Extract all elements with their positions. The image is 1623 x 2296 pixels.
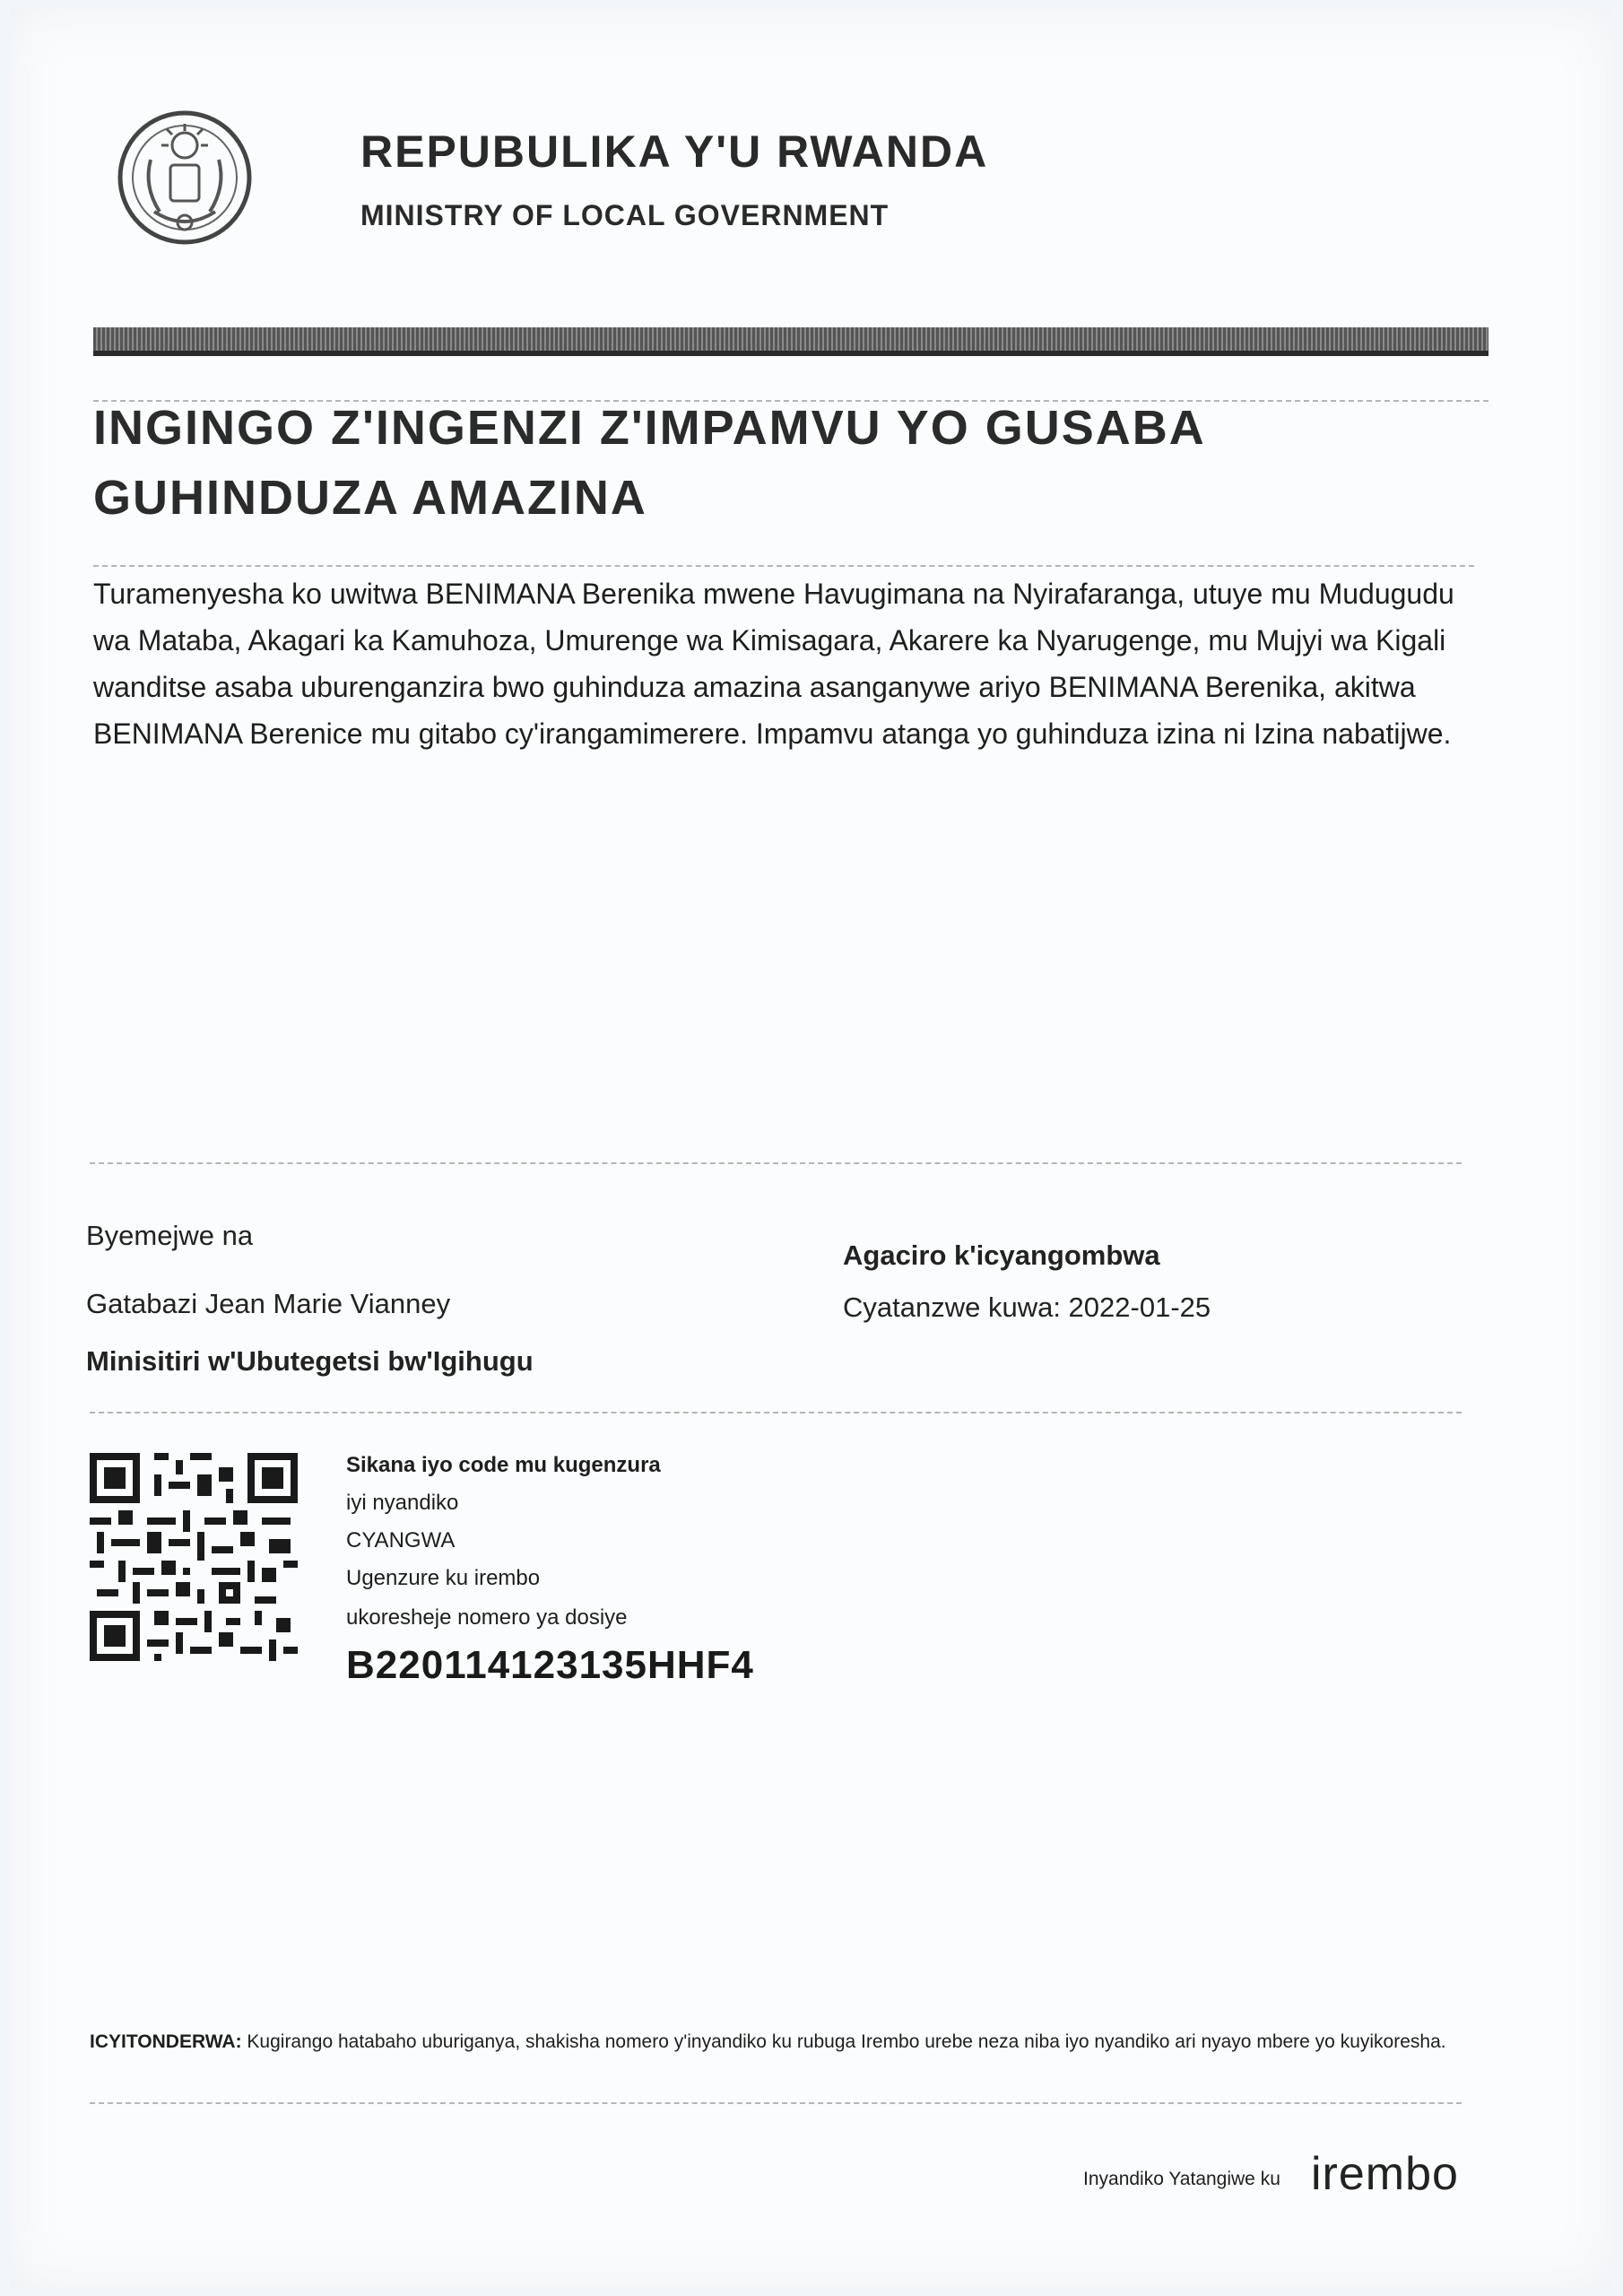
rwanda-coat-of-arms-icon bbox=[115, 106, 255, 255]
note-label: ICYITONDERWA: bbox=[90, 2031, 242, 2052]
divider bbox=[90, 2102, 1462, 2104]
verify-instruction: Ugenzure ku irembo bbox=[346, 1566, 541, 1590]
approved-by-label: Byemejwe na bbox=[86, 1220, 254, 1251]
qr-code-icon bbox=[90, 1448, 298, 1666]
document-title: INGINGO Z'INGENZI Z'IMPAMVU YO GUSABA GUHINDUZA AMAZINA bbox=[93, 401, 1204, 525]
divider bbox=[90, 1412, 1462, 1413]
scan-instruction: Sikana iyo code mu kugenzura bbox=[346, 1453, 661, 1477]
scan-instruction-2: iyi nyandiko bbox=[346, 1491, 459, 1515]
validity-label: Agaciro k'icyangombwa bbox=[843, 1239, 1160, 1271]
or-label: CYANGWA bbox=[346, 1528, 456, 1552]
header-divider bbox=[93, 327, 1488, 356]
verify-instruction-2: ukoresheje nomero ya dosiye bbox=[346, 1605, 628, 1630]
irembo-logo: irembo bbox=[1311, 2148, 1459, 2200]
issued-date: Cyatanzwe kuwa: 2022-01-25 bbox=[843, 1292, 1211, 1323]
issued-via-label: Inyandiko Yatangiwe ku bbox=[1083, 2169, 1280, 2189]
divider bbox=[93, 565, 1474, 567]
divider bbox=[90, 1162, 1462, 1164]
warning-note bbox=[90, 2025, 1453, 2059]
document-body: Turamenyesha ko uwitwa BENIMANA Berenika mwene Havugimana na Nyirafaranga, utuye mu Mudugudu wa Mataba, Akagari ka Kamuhoza, Umurenge wa Kimisagara, Akarere ka Nyarugenge, mu Mujyi wa Kigali wanditse asaba uburenganzira bwo guhinduza amazina asanganywe ariyo BENIMANA Berenika, akitwa BENIMANA Berenice mu gitabo cy'irangamimerere. Impamvu atanga yo guhinduza izina ni Izina nabatijwe. bbox=[93, 578, 1454, 750]
document-number: B220114123135HHF4 bbox=[346, 1643, 754, 1687]
approver-title: Minisitiri w'Ubutegetsi bw'Igihugu bbox=[86, 1345, 534, 1377]
note-text: Kugirango hatabaho uburiganya, shakisha nomero y'inyandiko ku rubuga Irembo urebe neza niba iyo nyandiko ari nyayo mbere yo kuyikoresha. bbox=[241, 2031, 1446, 2052]
ministry-name: MINISTRY OF LOCAL GOVERNMENT bbox=[360, 199, 890, 231]
country-name: REPUBULIKA Y'U RWANDA bbox=[360, 126, 989, 177]
approver-name: Gatabazi Jean Marie Vianney bbox=[86, 1288, 451, 1319]
